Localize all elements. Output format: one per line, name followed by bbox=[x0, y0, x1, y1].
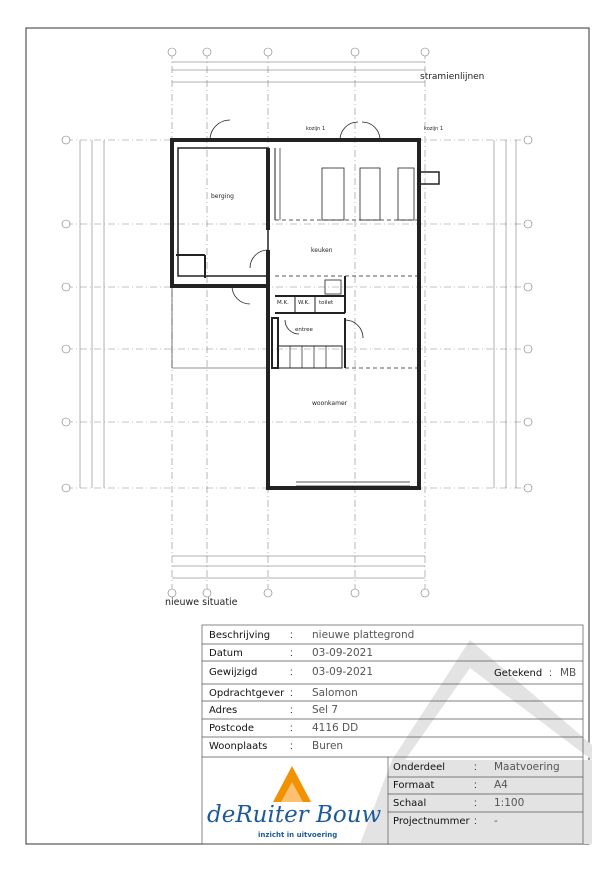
colon: : bbox=[290, 648, 293, 659]
label-adres: Adres bbox=[209, 705, 238, 716]
colon: : bbox=[474, 762, 477, 773]
label-getekend: Getekend bbox=[494, 668, 543, 679]
grid-label: stramienlijnen bbox=[420, 72, 485, 82]
value-formaat: A4 bbox=[494, 779, 508, 791]
value-getekend: MB bbox=[560, 667, 577, 679]
logo-tagline: inzicht in uitvoering bbox=[258, 831, 338, 839]
label-onderdeel: Onderdeel bbox=[393, 762, 446, 773]
value-adres: Sel 7 bbox=[312, 704, 339, 716]
room-mk: M.K. bbox=[277, 300, 289, 306]
colon: : bbox=[474, 816, 477, 827]
kozijn-label-right: kozijn 1 bbox=[424, 126, 444, 132]
value-postcode: 4116 DD bbox=[312, 722, 359, 734]
room-berging: berging bbox=[211, 193, 234, 200]
value-opdrachtgever: Salomon bbox=[312, 687, 358, 699]
colon: : bbox=[290, 705, 293, 716]
label-opdrachtgever: Opdrachtgever bbox=[209, 688, 285, 699]
logo-wordmark bbox=[207, 802, 381, 828]
label-formaat: Formaat bbox=[393, 780, 435, 791]
colon: : bbox=[549, 668, 552, 679]
label-postcode: Postcode bbox=[209, 723, 255, 734]
value-projectnummer: - bbox=[494, 815, 498, 827]
grid-bubbles bbox=[62, 48, 532, 597]
value-beschrijving: nieuwe plattegrond bbox=[312, 629, 415, 641]
value-woonplaats: Buren bbox=[312, 740, 344, 752]
logo-name-part2: Bouw bbox=[315, 802, 382, 828]
label-beschrijving: Beschrijving bbox=[209, 630, 271, 641]
logo-icon bbox=[273, 766, 311, 802]
situation-label: nieuwe situatie bbox=[165, 597, 238, 608]
colon: : bbox=[474, 798, 477, 809]
room-woonkamer: woonkamer bbox=[312, 400, 348, 407]
value-onderdeel: Maatvoering bbox=[494, 761, 560, 773]
label-woonplaats: Woonplaats bbox=[209, 741, 268, 752]
room-toilet: toilet bbox=[319, 300, 334, 306]
label-projectnummer: Projectnummer bbox=[393, 816, 470, 827]
colon: : bbox=[290, 688, 293, 699]
value-schaal: 1:100 bbox=[494, 797, 525, 809]
label-datum: Datum bbox=[209, 648, 243, 659]
room-wk: W.K. bbox=[298, 300, 310, 306]
room-keuken: keuken bbox=[311, 247, 333, 254]
value-gewijzigd: 03-09-2021 bbox=[312, 666, 374, 678]
colon: : bbox=[290, 741, 293, 752]
label-gewijzigd: Gewijzigd bbox=[209, 667, 258, 678]
label-schaal: Schaal bbox=[393, 798, 427, 809]
colon: : bbox=[290, 667, 293, 678]
value-datum: 03-09-2021 bbox=[312, 647, 374, 659]
colon: : bbox=[474, 780, 477, 791]
colon: : bbox=[290, 630, 293, 641]
sheet-border bbox=[26, 28, 589, 844]
colon: : bbox=[290, 723, 293, 734]
logo-name-part1: deRuiter bbox=[207, 802, 309, 828]
watermark-triangle bbox=[360, 640, 592, 844]
grid-lines bbox=[66, 52, 528, 595]
room-entree: entree bbox=[295, 327, 313, 333]
kozijn-label-top: kozijn 1 bbox=[306, 126, 326, 132]
